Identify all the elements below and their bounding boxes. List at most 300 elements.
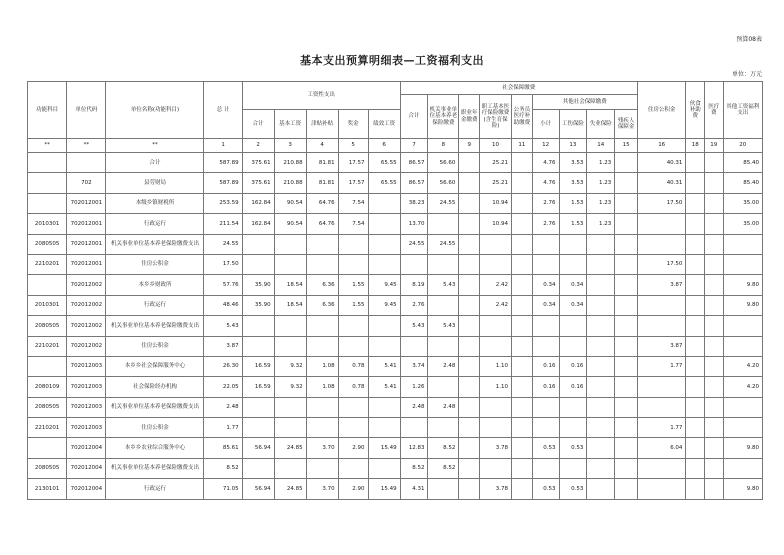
cell-c16: 17.50 bbox=[637, 193, 686, 213]
cell-total: 211.54 bbox=[204, 214, 242, 234]
cell-c12: 2.76 bbox=[532, 193, 559, 213]
cell-c5: 7.54 bbox=[338, 193, 368, 213]
cell-c13 bbox=[559, 254, 587, 274]
cell-c19 bbox=[705, 377, 724, 397]
cell-c14 bbox=[587, 479, 615, 499]
cell-c20 bbox=[723, 458, 762, 478]
table-row bbox=[28, 275, 763, 295]
cell-c6 bbox=[368, 397, 400, 417]
cell-c18 bbox=[686, 418, 705, 438]
cell-c12 bbox=[532, 234, 559, 254]
cell-c13: 0.53 bbox=[559, 479, 587, 499]
cell-c19 bbox=[705, 153, 724, 173]
cell-c19 bbox=[705, 214, 724, 234]
cell-c19 bbox=[705, 316, 724, 336]
header-wage-group: 工资性支出 bbox=[242, 82, 400, 110]
cell-c9 bbox=[459, 316, 480, 336]
header-performance: 绩效工资 bbox=[368, 110, 400, 139]
cell-name: 机关事业单位基本养老保险缴费支出 bbox=[106, 234, 204, 254]
cell-c10 bbox=[480, 397, 512, 417]
cell-c19 bbox=[705, 295, 724, 315]
column-index-cell: 15 bbox=[615, 139, 638, 153]
cell-c5 bbox=[338, 418, 368, 438]
cell-c3: 24.85 bbox=[274, 479, 306, 499]
cell-c11 bbox=[512, 193, 533, 213]
header-unit-name: 单位名称(功能科目) bbox=[106, 82, 204, 139]
cell-c8 bbox=[428, 295, 459, 315]
cell-c15 bbox=[615, 254, 638, 274]
cell-c2: 16.59 bbox=[242, 356, 274, 376]
cell-c16 bbox=[637, 397, 686, 417]
cell-c18 bbox=[686, 295, 705, 315]
cell-c16 bbox=[637, 234, 686, 254]
cell-total: 17.50 bbox=[204, 254, 242, 274]
cell-c3: 9.32 bbox=[274, 356, 306, 376]
cell-c20 bbox=[723, 336, 762, 356]
cell-c20 bbox=[723, 234, 762, 254]
cell-total: 2.48 bbox=[204, 397, 242, 417]
cell-c8: 2.48 bbox=[428, 397, 459, 417]
cell-c20: 9.80 bbox=[723, 438, 762, 458]
cell-c9 bbox=[459, 479, 480, 499]
cell-c14 bbox=[587, 438, 615, 458]
cell-code: 702012001 bbox=[67, 254, 106, 274]
cell-c6 bbox=[368, 254, 400, 274]
column-index-cell: 18 bbox=[686, 139, 705, 153]
cell-c14: 1.23 bbox=[587, 153, 615, 173]
cell-c6: 9.45 bbox=[368, 275, 400, 295]
cell-total: 587.89 bbox=[204, 153, 242, 173]
cell-c6: 15.49 bbox=[368, 479, 400, 499]
cell-c10 bbox=[480, 254, 512, 274]
cell-c19 bbox=[705, 418, 724, 438]
cell-c12: 4.76 bbox=[532, 173, 559, 193]
cell-code: 702012002 bbox=[67, 275, 106, 295]
table-row bbox=[28, 254, 763, 274]
cell-c15 bbox=[615, 397, 638, 417]
cell-c3: 90.54 bbox=[274, 214, 306, 234]
cell-func: 2130101 bbox=[28, 479, 67, 499]
cell-total: 1.77 bbox=[204, 418, 242, 438]
cell-c6 bbox=[368, 316, 400, 336]
cell-c12: 4.76 bbox=[532, 153, 559, 173]
cell-c13: 1.53 bbox=[559, 193, 587, 213]
cell-c9 bbox=[459, 377, 480, 397]
column-index-cell: 12 bbox=[532, 139, 559, 153]
cell-c13 bbox=[559, 397, 587, 417]
header-unemployment: 失业保险 bbox=[587, 110, 615, 139]
cell-c4: 3.70 bbox=[306, 438, 338, 458]
cell-c20: 85.40 bbox=[723, 153, 762, 173]
cell-c15 bbox=[615, 377, 638, 397]
cell-c14: 1.23 bbox=[587, 193, 615, 213]
cell-func: 2080505 bbox=[28, 458, 67, 478]
cell-c16: 3.87 bbox=[637, 336, 686, 356]
column-index-cell: 13 bbox=[559, 139, 587, 153]
cell-c20: 35.00 bbox=[723, 193, 762, 213]
cell-c18 bbox=[686, 275, 705, 295]
cell-c14 bbox=[587, 254, 615, 274]
cell-c4: 6.36 bbox=[306, 275, 338, 295]
header-other-subtotal: 小计 bbox=[532, 110, 559, 139]
cell-total: 26.30 bbox=[204, 356, 242, 376]
cell-c11 bbox=[512, 316, 533, 336]
cell-name: 机关事业单位基本养老保险缴费支出 bbox=[106, 458, 204, 478]
cell-c9 bbox=[459, 295, 480, 315]
header-bonus: 奖金 bbox=[338, 110, 368, 139]
cell-c3: 18.54 bbox=[274, 295, 306, 315]
column-index-cell: 5 bbox=[338, 139, 368, 153]
cell-c11 bbox=[512, 336, 533, 356]
cell-name: 行政运行 bbox=[106, 214, 204, 234]
cell-c7: 38.23 bbox=[400, 193, 428, 213]
cell-c15 bbox=[615, 173, 638, 193]
column-index-cell: 19 bbox=[705, 139, 724, 153]
cell-name: 住房公积金 bbox=[106, 254, 204, 274]
cell-c7: 24.55 bbox=[400, 234, 428, 254]
cell-code: 702012003 bbox=[67, 397, 106, 417]
cell-c7 bbox=[400, 254, 428, 274]
cell-c19 bbox=[705, 458, 724, 478]
column-index-cell: 8 bbox=[428, 139, 459, 153]
cell-c10: 1.10 bbox=[480, 377, 512, 397]
cell-func: 2010301 bbox=[28, 214, 67, 234]
cell-c9 bbox=[459, 173, 480, 193]
cell-total: 22.05 bbox=[204, 377, 242, 397]
cell-c2: 16.59 bbox=[242, 377, 274, 397]
cell-total: 3.87 bbox=[204, 336, 242, 356]
cell-c4 bbox=[306, 336, 338, 356]
cell-name: 机关事业单位基本养老保险缴费支出 bbox=[106, 397, 204, 417]
cell-func: 2210201 bbox=[28, 418, 67, 438]
cell-func bbox=[28, 356, 67, 376]
cell-c4: 6.36 bbox=[306, 295, 338, 315]
cell-c7 bbox=[400, 336, 428, 356]
cell-name: 行政运行 bbox=[106, 479, 204, 499]
column-index-cell: ** bbox=[28, 139, 67, 153]
cell-c7: 4.31 bbox=[400, 479, 428, 499]
cell-c9 bbox=[459, 356, 480, 376]
cell-c6: 5.41 bbox=[368, 377, 400, 397]
table-row bbox=[28, 214, 763, 234]
cell-c18 bbox=[686, 336, 705, 356]
table-row bbox=[28, 173, 763, 193]
cell-code: 702012001 bbox=[67, 214, 106, 234]
cell-c16: 17.50 bbox=[637, 254, 686, 274]
cell-c9 bbox=[459, 438, 480, 458]
cell-c6 bbox=[368, 458, 400, 478]
cell-name: 社会保险经办机构 bbox=[106, 377, 204, 397]
cell-c18 bbox=[686, 458, 705, 478]
cell-c15 bbox=[615, 275, 638, 295]
cell-c12: 0.16 bbox=[532, 377, 559, 397]
cell-c7: 12.83 bbox=[400, 438, 428, 458]
cell-c6: 65.55 bbox=[368, 153, 400, 173]
cell-c16: 6.04 bbox=[637, 438, 686, 458]
cell-c9 bbox=[459, 397, 480, 417]
column-index-cell: 14 bbox=[587, 139, 615, 153]
cell-total: 48.46 bbox=[204, 295, 242, 315]
cell-c8: 8.52 bbox=[428, 458, 459, 478]
cell-c5 bbox=[338, 316, 368, 336]
cell-c14: 1.23 bbox=[587, 214, 615, 234]
cell-code: 702012004 bbox=[67, 438, 106, 458]
cell-c13: 0.34 bbox=[559, 295, 587, 315]
cell-c20: 4.20 bbox=[723, 377, 762, 397]
cell-c10 bbox=[480, 234, 512, 254]
cell-c19 bbox=[705, 275, 724, 295]
cell-c11 bbox=[512, 254, 533, 274]
cell-c13: 0.16 bbox=[559, 356, 587, 376]
cell-c15 bbox=[615, 214, 638, 234]
cell-c2 bbox=[242, 234, 274, 254]
cell-c19 bbox=[705, 356, 724, 376]
cell-c11 bbox=[512, 479, 533, 499]
cell-c12: 0.53 bbox=[532, 479, 559, 499]
header-medical: 职工基本医疗保险缴费(含生育保险) bbox=[480, 95, 512, 139]
cell-c2: 35.90 bbox=[242, 295, 274, 315]
cell-name: 本级乡镇财税所 bbox=[106, 193, 204, 213]
cell-c14 bbox=[587, 397, 615, 417]
cell-c12 bbox=[532, 418, 559, 438]
cell-code: 702012002 bbox=[67, 295, 106, 315]
header-housing-fund: 住房公积金 bbox=[637, 82, 686, 139]
cell-c11 bbox=[512, 418, 533, 438]
cell-c20: 35.00 bbox=[723, 214, 762, 234]
cell-c5: 1.55 bbox=[338, 275, 368, 295]
cell-c2 bbox=[242, 254, 274, 274]
cell-func bbox=[28, 275, 67, 295]
cell-c20 bbox=[723, 397, 762, 417]
cell-name: 住房公积金 bbox=[106, 418, 204, 438]
cell-c9 bbox=[459, 254, 480, 274]
cell-c2: 56.94 bbox=[242, 479, 274, 499]
cell-c15 bbox=[615, 234, 638, 254]
cell-c7: 5.43 bbox=[400, 316, 428, 336]
cell-c4 bbox=[306, 458, 338, 478]
cell-c15 bbox=[615, 153, 638, 173]
cell-c14 bbox=[587, 458, 615, 478]
cell-c3 bbox=[274, 316, 306, 336]
cell-c6 bbox=[368, 214, 400, 234]
header-injury: 工伤保险 bbox=[559, 110, 587, 139]
cell-c4 bbox=[306, 316, 338, 336]
cell-code: 702012003 bbox=[67, 418, 106, 438]
cell-func: 2080505 bbox=[28, 397, 67, 417]
header-annuity: 职业年金缴费 bbox=[459, 95, 480, 139]
cell-c14 bbox=[587, 275, 615, 295]
cell-c2: 56.94 bbox=[242, 438, 274, 458]
column-index-cell: 7 bbox=[400, 139, 428, 153]
cell-c7: 2.76 bbox=[400, 295, 428, 315]
budget-table bbox=[27, 81, 763, 500]
column-index-cell: 10 bbox=[480, 139, 512, 153]
cell-c2: 375.61 bbox=[242, 153, 274, 173]
cell-c9 bbox=[459, 336, 480, 356]
column-index-cell: 1 bbox=[204, 139, 242, 153]
cell-c18 bbox=[686, 214, 705, 234]
cell-total: 587.89 bbox=[204, 173, 242, 193]
cell-c20 bbox=[723, 254, 762, 274]
cell-total: 71.05 bbox=[204, 479, 242, 499]
cell-c4: 81.81 bbox=[306, 153, 338, 173]
cell-c4: 81.81 bbox=[306, 173, 338, 193]
cell-c20: 4.20 bbox=[723, 356, 762, 376]
cell-c16 bbox=[637, 377, 686, 397]
cell-c10: 10.94 bbox=[480, 214, 512, 234]
cell-c9 bbox=[459, 275, 480, 295]
header-total: 总 计 bbox=[204, 82, 242, 139]
cell-c9 bbox=[459, 418, 480, 438]
cell-c8: 8.52 bbox=[428, 438, 459, 458]
cell-c3: 24.85 bbox=[274, 438, 306, 458]
cell-total: 24.55 bbox=[204, 234, 242, 254]
cell-c7: 3.74 bbox=[400, 356, 428, 376]
header-other-welfare: 伙食补助费 bbox=[686, 82, 705, 139]
header-pension: 机关事业单位基本养老保险缴费 bbox=[428, 95, 459, 139]
table-row bbox=[28, 153, 763, 173]
cell-code: 702012001 bbox=[67, 193, 106, 213]
cell-c11 bbox=[512, 275, 533, 295]
cell-c3: 210.88 bbox=[274, 173, 306, 193]
cell-c15 bbox=[615, 356, 638, 376]
cell-c3 bbox=[274, 397, 306, 417]
cell-c18 bbox=[686, 438, 705, 458]
cell-func bbox=[28, 193, 67, 213]
cell-c6: 65.55 bbox=[368, 173, 400, 193]
cell-name: 住房公积金 bbox=[106, 336, 204, 356]
cell-c13: 0.34 bbox=[559, 275, 587, 295]
table-row bbox=[28, 356, 763, 376]
cell-name: 行政运行 bbox=[106, 295, 204, 315]
cell-c12 bbox=[532, 316, 559, 336]
cell-c8 bbox=[428, 214, 459, 234]
cell-total: 5.43 bbox=[204, 316, 242, 336]
cell-c13: 1.53 bbox=[559, 214, 587, 234]
cell-c3 bbox=[274, 418, 306, 438]
cell-c12 bbox=[532, 458, 559, 478]
cell-c15 bbox=[615, 438, 638, 458]
cell-c12 bbox=[532, 254, 559, 274]
cell-c8 bbox=[428, 254, 459, 274]
cell-c18 bbox=[686, 479, 705, 499]
cell-c14 bbox=[587, 295, 615, 315]
cell-c12 bbox=[532, 336, 559, 356]
cell-c13 bbox=[559, 234, 587, 254]
cell-c12: 0.16 bbox=[532, 356, 559, 376]
cell-c4: 3.70 bbox=[306, 479, 338, 499]
cell-c20: 85.40 bbox=[723, 173, 762, 193]
cell-c4: 64.76 bbox=[306, 214, 338, 234]
cell-code: 702012004 bbox=[67, 458, 106, 478]
cell-total: 253.59 bbox=[204, 193, 242, 213]
cell-c7: 1.26 bbox=[400, 377, 428, 397]
cell-c10: 2.42 bbox=[480, 275, 512, 295]
cell-func: 2080505 bbox=[28, 316, 67, 336]
cell-c10: 2.42 bbox=[480, 295, 512, 315]
cell-c6 bbox=[368, 336, 400, 356]
column-index-row bbox=[28, 139, 763, 153]
cell-code: 702 bbox=[67, 173, 106, 193]
cell-c2: 162.84 bbox=[242, 214, 274, 234]
cell-c18 bbox=[686, 377, 705, 397]
cell-c4 bbox=[306, 397, 338, 417]
cell-c8 bbox=[428, 418, 459, 438]
cell-c3 bbox=[274, 458, 306, 478]
cell-c2 bbox=[242, 316, 274, 336]
cell-c15 bbox=[615, 458, 638, 478]
cell-c14 bbox=[587, 377, 615, 397]
cell-c11 bbox=[512, 397, 533, 417]
cell-c5: 0.78 bbox=[338, 356, 368, 376]
cell-c9 bbox=[459, 234, 480, 254]
cell-code bbox=[67, 153, 106, 173]
cell-c9 bbox=[459, 214, 480, 234]
cell-c2: 162.84 bbox=[242, 193, 274, 213]
cell-code: 702012004 bbox=[67, 479, 106, 499]
cell-c19 bbox=[705, 438, 724, 458]
cell-c16 bbox=[637, 479, 686, 499]
cell-func bbox=[28, 153, 67, 173]
cell-c18 bbox=[686, 356, 705, 376]
cell-c3 bbox=[274, 336, 306, 356]
cell-c14 bbox=[587, 316, 615, 336]
header-social-group: 社会保障缴费 bbox=[400, 82, 637, 95]
cell-c10: 1.10 bbox=[480, 356, 512, 376]
cell-c15 bbox=[615, 316, 638, 336]
cell-c7 bbox=[400, 418, 428, 438]
cell-c10: 3.78 bbox=[480, 479, 512, 499]
cell-c18 bbox=[686, 397, 705, 417]
cell-c11 bbox=[512, 153, 533, 173]
cell-c2: 35.90 bbox=[242, 275, 274, 295]
cell-c15 bbox=[615, 193, 638, 213]
cell-c7: 8.19 bbox=[400, 275, 428, 295]
cell-c8: 56.60 bbox=[428, 153, 459, 173]
header-medical-fee: 医疗费 bbox=[705, 82, 724, 139]
header-basic-wage: 基本工资 bbox=[274, 110, 306, 139]
cell-c5: 7.54 bbox=[338, 214, 368, 234]
cell-c11 bbox=[512, 234, 533, 254]
cell-c19 bbox=[705, 336, 724, 356]
cell-c12 bbox=[532, 397, 559, 417]
cell-c19 bbox=[705, 234, 724, 254]
cell-code: 702012001 bbox=[67, 234, 106, 254]
cell-c12: 2.76 bbox=[532, 214, 559, 234]
cell-c12: 0.34 bbox=[532, 275, 559, 295]
cell-c11 bbox=[512, 438, 533, 458]
cell-c2: 375.61 bbox=[242, 173, 274, 193]
cell-c2 bbox=[242, 418, 274, 438]
cell-c4 bbox=[306, 254, 338, 274]
cell-func: 2080505 bbox=[28, 234, 67, 254]
cell-c13: 3.53 bbox=[559, 153, 587, 173]
column-index-cell: ** bbox=[106, 139, 204, 153]
cell-c7: 2.48 bbox=[400, 397, 428, 417]
cell-c2 bbox=[242, 458, 274, 478]
table-row bbox=[28, 295, 763, 315]
page-code: 预算08表 bbox=[736, 36, 762, 43]
cell-c7: 13.70 bbox=[400, 214, 428, 234]
cell-code: 702012002 bbox=[67, 336, 106, 356]
cell-c19 bbox=[705, 173, 724, 193]
cell-c15 bbox=[615, 336, 638, 356]
cell-c20: 9.80 bbox=[723, 275, 762, 295]
column-index-cell: 11 bbox=[512, 139, 533, 153]
cell-c5 bbox=[338, 254, 368, 274]
cell-c4: 1.08 bbox=[306, 356, 338, 376]
cell-c11 bbox=[512, 295, 533, 315]
